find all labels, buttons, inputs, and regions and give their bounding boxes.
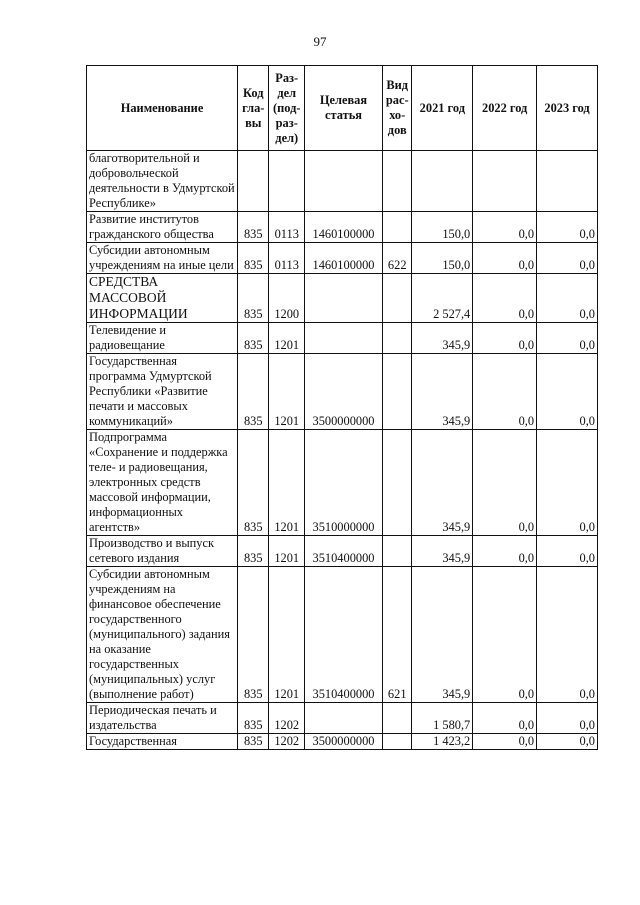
row-target: 3510400000: [304, 567, 382, 703]
row-chapter: 835: [238, 567, 269, 703]
row-section: 1202: [269, 734, 304, 750]
row-name: СРЕДСТВА МАССОВОЙ ИНФОРМАЦИИ: [87, 274, 238, 323]
row-2022: 0,0: [473, 354, 537, 430]
table-row: [87, 151, 598, 212]
row-name: Телевидение и радиовещание: [87, 323, 238, 354]
row-target: 3510000000: [304, 430, 382, 536]
table-row: [87, 430, 598, 536]
table-row: [87, 734, 598, 750]
row-target: [304, 151, 382, 212]
row-chapter: 835: [238, 323, 269, 354]
row-section: 1201: [269, 536, 304, 567]
row-2021: 1 580,7: [412, 703, 473, 734]
row-2022: 0,0: [473, 323, 537, 354]
row-expense: [383, 536, 412, 567]
table-row: [87, 567, 598, 703]
row-chapter: 835: [238, 243, 269, 274]
table-row: [87, 354, 598, 430]
row-expense: [383, 323, 412, 354]
budget-table: [86, 65, 598, 750]
row-expense: [383, 212, 412, 243]
row-2023: 0,0: [537, 430, 598, 536]
row-section: 0113: [269, 212, 304, 243]
row-2023: 0,0: [537, 354, 598, 430]
row-expense: [383, 734, 412, 750]
row-2022: 0,0: [473, 243, 537, 274]
row-target: 1460100000: [304, 212, 382, 243]
row-name: Государственная: [87, 734, 238, 750]
row-expense: 622: [383, 243, 412, 274]
row-2023: 0,0: [537, 212, 598, 243]
row-expense: [383, 151, 412, 212]
row-2021: 150,0: [412, 212, 473, 243]
row-2022: [473, 151, 537, 212]
row-name: благотворительной и добровольческой деятельности в Удмуртской Республике»: [87, 151, 238, 212]
row-section: 1200: [269, 274, 304, 323]
row-2021: 345,9: [412, 567, 473, 703]
header-section: Раз-дел (под-раз-дел): [269, 66, 304, 151]
table-row: [87, 274, 598, 323]
row-2021: 345,9: [412, 430, 473, 536]
table-row: [87, 243, 598, 274]
row-section: [269, 151, 304, 212]
row-2023: 0,0: [537, 243, 598, 274]
row-name: Подпрограмма «Сохранение и поддержка теле- и радиовещания, электронных средств массовой информации, информационных агентств»: [87, 430, 238, 536]
row-chapter: 835: [238, 354, 269, 430]
header-2022: 2022 год: [473, 66, 537, 151]
row-target: 3500000000: [304, 354, 382, 430]
header-chapter-code: Код гла-вы: [238, 66, 269, 151]
row-name: Производство и выпуск сетевого издания: [87, 536, 238, 567]
row-2022: 0,0: [473, 703, 537, 734]
row-2022: 0,0: [473, 430, 537, 536]
row-chapter: [238, 151, 269, 212]
row-2021: 345,9: [412, 323, 473, 354]
row-target: 1460100000: [304, 243, 382, 274]
row-2021: 345,9: [412, 536, 473, 567]
row-expense: [383, 354, 412, 430]
row-2023: 0,0: [537, 323, 598, 354]
row-2022: 0,0: [473, 212, 537, 243]
row-2021: [412, 151, 473, 212]
row-chapter: 835: [238, 212, 269, 243]
row-2023: 0,0: [537, 703, 598, 734]
row-name: Государственная программа Удмуртской Республики «Развитие печати и массовых коммуникаций»: [87, 354, 238, 430]
row-section: 0113: [269, 243, 304, 274]
row-expense: [383, 703, 412, 734]
row-section: 1202: [269, 703, 304, 734]
row-section: 1201: [269, 323, 304, 354]
row-2022: 0,0: [473, 567, 537, 703]
row-2022: 0,0: [473, 536, 537, 567]
row-2022: 0,0: [473, 734, 537, 750]
row-expense: [383, 430, 412, 536]
row-2023: [537, 151, 598, 212]
row-2021: 2 527,4: [412, 274, 473, 323]
row-2023: 0,0: [537, 274, 598, 323]
row-section: 1201: [269, 354, 304, 430]
header-name: Наименование: [87, 66, 238, 151]
header-expense-type: Вид рас-хо-дов: [383, 66, 412, 151]
row-name: Развитие институтов гражданского общества: [87, 212, 238, 243]
row-2021: 345,9: [412, 354, 473, 430]
row-2023: 0,0: [537, 567, 598, 703]
row-target: [304, 323, 382, 354]
table-row: [87, 212, 598, 243]
row-2021: 1 423,2: [412, 734, 473, 750]
header-target-article: Целевая статья: [304, 66, 382, 151]
row-2023: 0,0: [537, 734, 598, 750]
table-row: [87, 323, 598, 354]
row-2023: 0,0: [537, 536, 598, 567]
row-target: [304, 703, 382, 734]
row-expense: 621: [383, 567, 412, 703]
table-row: [87, 536, 598, 567]
header-2023: 2023 год: [537, 66, 598, 151]
row-name: Периодическая печать и издательства: [87, 703, 238, 734]
row-section: 1201: [269, 430, 304, 536]
row-chapter: 835: [238, 536, 269, 567]
table-header-row: [87, 66, 598, 151]
row-chapter: 835: [238, 703, 269, 734]
row-target: 3510400000: [304, 536, 382, 567]
row-section: 1201: [269, 567, 304, 703]
row-2021: 150,0: [412, 243, 473, 274]
table-row: [87, 703, 598, 734]
row-target: 3500000000: [304, 734, 382, 750]
header-2021: 2021 год: [412, 66, 473, 151]
page-number: 97: [313, 34, 327, 49]
row-target: [304, 274, 382, 323]
row-chapter: 835: [238, 274, 269, 323]
row-name: Субсидии автономным учреждениям на финансовое обеспечение государственного (муниципального) задания на оказание государственных (муниципальных) услуг (выполнение работ): [87, 567, 238, 703]
row-chapter: 835: [238, 430, 269, 536]
row-name: Субсидии автономным учреждениям на иные цели: [87, 243, 238, 274]
row-expense: [383, 274, 412, 323]
row-2022: 0,0: [473, 274, 537, 323]
row-chapter: 835: [238, 734, 269, 750]
